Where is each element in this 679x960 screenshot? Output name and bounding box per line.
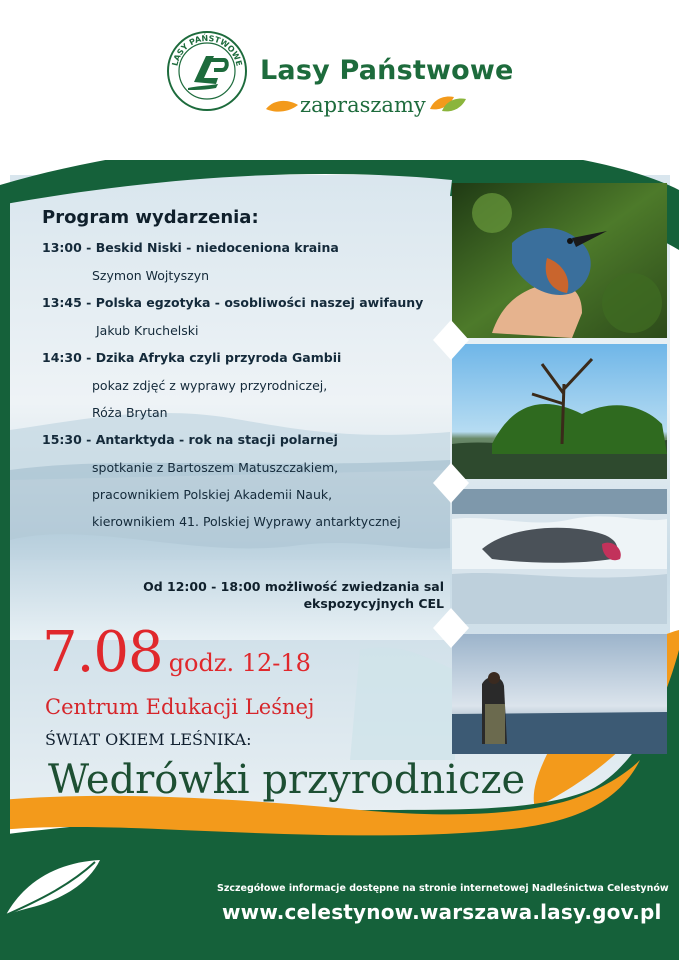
lasy-panstwowe-logo-icon (166, 30, 248, 112)
event-time: 14:30 (42, 350, 82, 365)
brand-name: Lasy Państwowe (260, 55, 514, 86)
event-line: 14:30 - Dzika Afryka czyli przyroda Gambii (42, 350, 342, 365)
event-title: Polska egzotyka - osobliwości naszej awifauny (95, 295, 424, 310)
tagline (300, 93, 426, 117)
event-hours: godz. 12-18 (168, 649, 311, 677)
footer-url-link[interactable]: www.celestynow.warszawa.lasy.gov.pl (222, 900, 662, 924)
event-line: 15:30 - Antarktyda - rok na stacji polarnej (42, 432, 338, 447)
leaf-right-icon (428, 93, 468, 115)
event-date-day: 7.08 (42, 620, 163, 685)
program (42, 207, 462, 535)
event-series: ŚWIAT OKIEM LEŚNIKA: (45, 730, 252, 749)
event-line: 13:45 - Polska egzotyka - osobliwości naszej awifauny (42, 295, 424, 310)
event-date (42, 620, 311, 685)
event-detail: pracownikiem Polskiej Akademii Nauk, (92, 487, 333, 502)
event-detail: Szymon Wojtyszyn (92, 268, 210, 283)
event-time: 15:30 (42, 432, 82, 447)
river-trees-photo (452, 344, 667, 479)
logo-text: LASY PAŃSTWOWE (170, 33, 244, 67)
event-detail: kierownikiem 41. Polskiej Wyprawy antarktycznej (92, 514, 401, 529)
event-detail: Róża Brytan (92, 405, 168, 420)
event-title: Antarktyda - rok na stacji polarnej (95, 432, 338, 447)
event-detail: pokaz zdjęć z wyprawy przyrodniczej, (92, 378, 328, 393)
event-detail: spotkanie z Bartoszem Matuszczakiem, (92, 460, 339, 475)
person-binoculars-photo (452, 634, 667, 754)
event-time: 13:00 (42, 240, 82, 255)
visiting-hours-line2: ekspozycyjnych CEL (303, 596, 444, 611)
event-line: 13:00 - Beskid Niski - niedoceniona kraina (42, 240, 339, 255)
footer-info: Szczegółowe informacje dostępne na stronie internetowej Nadleśnictwa Celestynów (217, 883, 669, 894)
program-event (42, 344, 462, 426)
event-venue: Centrum Edukacji Leśnej (45, 695, 315, 719)
event-title: Wedrówki przyrodnicze (48, 757, 526, 803)
program-event (42, 426, 462, 535)
visiting-hours-line1: Od 12:00 - 18:00 możliwość zwiedzania sal (143, 579, 444, 594)
program-event (42, 234, 462, 289)
visiting-hours (70, 578, 444, 612)
kingfisher-photo (452, 183, 667, 338)
leaf-left-icon (264, 97, 300, 115)
event-detail: Jakub Kruchelski (96, 323, 199, 338)
program-title: Program wydarzenia: (42, 207, 259, 228)
tagline-text: zapraszamy (300, 93, 426, 117)
event-title: Dzika Afryka czyli przyroda Gambii (95, 350, 342, 365)
diamond-divider-icon (433, 608, 469, 648)
event-time: 13:45 (42, 295, 82, 310)
event-title: Beskid Niski - niedoceniona kraina (95, 240, 339, 255)
program-event (42, 289, 462, 344)
header (0, 0, 679, 160)
seal-on-ice-photo (452, 489, 667, 624)
